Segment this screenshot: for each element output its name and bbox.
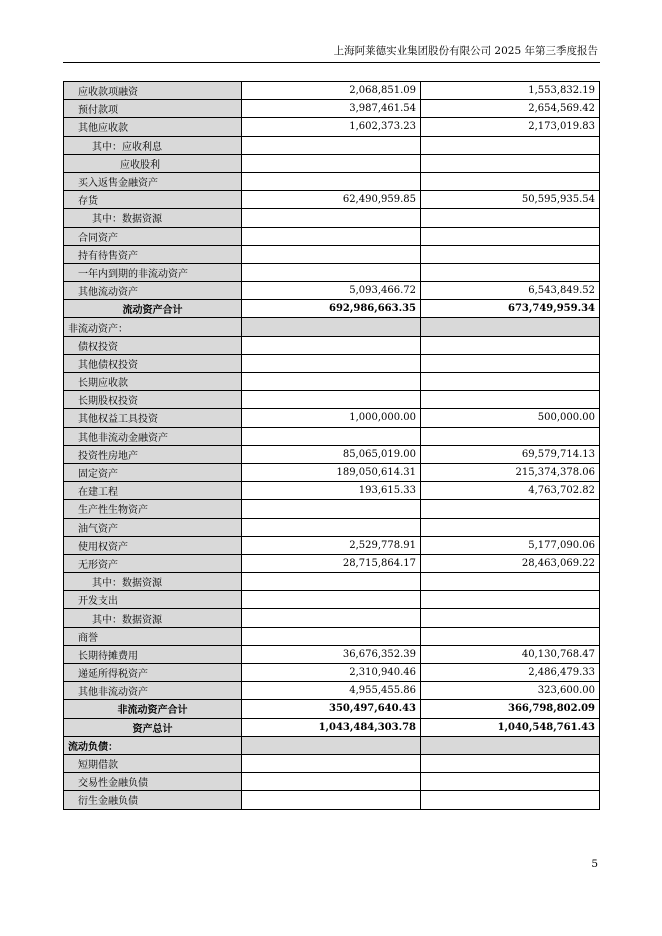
prior-period-value: [421, 573, 600, 591]
current-period-value: 2,310,940.46: [242, 664, 421, 682]
prior-period-value: [421, 209, 600, 227]
table-row: [64, 172, 600, 190]
table-row: [64, 318, 600, 336]
current-period-value: 2,529,778.91: [242, 536, 421, 554]
table-row: [64, 209, 600, 227]
row-label: 非流动资产：: [64, 318, 242, 336]
current-period-value: [242, 263, 421, 281]
current-period-value: [242, 373, 421, 391]
table-row: [64, 427, 600, 445]
prior-period-value: [421, 754, 600, 772]
row-label: 其他权益工具投资: [64, 409, 242, 427]
row-label: 在建工程: [64, 482, 242, 500]
current-period-value: [242, 427, 421, 445]
row-label: 其他应收款: [64, 118, 242, 136]
current-period-value: [242, 591, 421, 609]
current-period-value: [242, 227, 421, 245]
prior-period-value: 673,749,959.34: [421, 300, 600, 318]
table-row: [64, 463, 600, 481]
prior-period-value: [421, 791, 600, 809]
table-row: [64, 500, 600, 518]
current-period-value: [242, 136, 421, 154]
table-row: [64, 354, 600, 372]
row-label: 递延所得税资产: [64, 664, 242, 682]
table-row: [64, 391, 600, 409]
current-period-value: 350,497,640.43: [242, 700, 421, 718]
current-period-value: 3,987,461.54: [242, 100, 421, 118]
row-label: 其中：应收利息: [64, 136, 242, 154]
table-row: [64, 336, 600, 354]
table-row: [64, 609, 600, 627]
table-row: [64, 536, 600, 554]
current-period-value: [242, 500, 421, 518]
current-period-value: 1,000,000.00: [242, 409, 421, 427]
prior-period-value: [421, 172, 600, 190]
current-period-value: [242, 754, 421, 772]
table-row: [64, 573, 600, 591]
current-period-value: 189,050,614.31: [242, 463, 421, 481]
prior-period-value: [421, 773, 600, 791]
row-label: 应收股利: [64, 154, 242, 172]
table-row: [64, 227, 600, 245]
row-label: 存货: [64, 191, 242, 209]
row-label: 长期应收款: [64, 373, 242, 391]
table-row: [64, 627, 600, 645]
current-period-value: 36,676,352.39: [242, 645, 421, 663]
table-row: [64, 700, 600, 718]
current-period-value: [242, 773, 421, 791]
row-label: 应收款项融资: [64, 82, 242, 100]
prior-period-value: 28,463,069.22: [421, 554, 600, 572]
current-period-value: [242, 245, 421, 263]
prior-period-value: 2,173,019.83: [421, 118, 600, 136]
row-label: 衍生金融负债: [64, 791, 242, 809]
row-label: 预付款项: [64, 100, 242, 118]
row-label: 长期股权投资: [64, 391, 242, 409]
row-label: 其中：数据资源: [64, 573, 242, 591]
row-label: 非流动资产合计: [64, 700, 242, 718]
row-label: 短期借款: [64, 754, 242, 772]
prior-period-value: [421, 336, 600, 354]
table-row: [64, 773, 600, 791]
table-row: [64, 518, 600, 536]
row-label: 无形资产: [64, 554, 242, 572]
row-label: 其他流动资产: [64, 282, 242, 300]
table-row: [64, 263, 600, 281]
table-row: [64, 482, 600, 500]
current-period-value: [242, 318, 421, 336]
prior-period-value: 4,763,702.82: [421, 482, 600, 500]
prior-period-value: [421, 373, 600, 391]
prior-period-value: 2,486,479.33: [421, 664, 600, 682]
current-period-value: 1,043,484,303.78: [242, 718, 421, 736]
row-label: 交易性金融负债: [64, 773, 242, 791]
current-period-value: [242, 391, 421, 409]
row-label: 流动资产合计: [64, 300, 242, 318]
prior-period-value: [421, 500, 600, 518]
prior-period-value: 6,543,849.52: [421, 282, 600, 300]
row-label: 其中：数据资源: [64, 609, 242, 627]
current-period-value: [242, 609, 421, 627]
prior-period-value: 500,000.00: [421, 409, 600, 427]
row-label: 合同资产: [64, 227, 242, 245]
current-period-value: 2,068,851.09: [242, 82, 421, 100]
balance-sheet-table: [63, 81, 600, 810]
row-label: 其中：数据资源: [64, 209, 242, 227]
table-row: [64, 554, 600, 572]
current-period-value: [242, 354, 421, 372]
prior-period-value: [421, 354, 600, 372]
current-period-value: [242, 172, 421, 190]
table-row: [64, 645, 600, 663]
page-number: 5: [591, 858, 598, 870]
prior-period-value: [421, 227, 600, 245]
prior-period-value: 50,595,935.54: [421, 191, 600, 209]
prior-period-value: 40,130,768.47: [421, 645, 600, 663]
prior-period-value: [421, 136, 600, 154]
row-label: 使用权资产: [64, 536, 242, 554]
report-header: 上海阿莱德实业集团股份有限公司 2025 年第三季度报告: [333, 45, 598, 57]
row-label: 开发支出: [64, 591, 242, 609]
table-row: [64, 118, 600, 136]
current-period-value: [242, 518, 421, 536]
prior-period-value: 1,553,832.19: [421, 82, 600, 100]
prior-period-value: 2,654,569.42: [421, 100, 600, 118]
current-period-value: [242, 573, 421, 591]
table-row: [64, 136, 600, 154]
row-label: 其他债权投资: [64, 354, 242, 372]
prior-period-value: [421, 318, 600, 336]
row-label: 其他非流动金融资产: [64, 427, 242, 445]
current-period-value: 4,955,455.86: [242, 682, 421, 700]
table-row: [64, 664, 600, 682]
prior-period-value: [421, 391, 600, 409]
table-row: [64, 409, 600, 427]
row-label: 买入返售金融资产: [64, 172, 242, 190]
prior-period-value: 1,040,548,761.43: [421, 718, 600, 736]
table-row: [64, 754, 600, 772]
table-row: [64, 445, 600, 463]
current-period-value: 28,715,864.17: [242, 554, 421, 572]
current-period-value: 62,490,959.85: [242, 191, 421, 209]
table-row: [64, 100, 600, 118]
prior-period-value: 323,600.00: [421, 682, 600, 700]
table-row: [64, 682, 600, 700]
current-period-value: 193,615.33: [242, 482, 421, 500]
current-period-value: 85,065,019.00: [242, 445, 421, 463]
table-row: [64, 300, 600, 318]
table-row: [64, 736, 600, 754]
prior-period-value: 69,579,714.13: [421, 445, 600, 463]
table-row: [64, 373, 600, 391]
current-period-value: [242, 736, 421, 754]
table-row: [64, 154, 600, 172]
balance-sheet-body: [64, 82, 600, 810]
current-period-value: [242, 627, 421, 645]
current-period-value: [242, 209, 421, 227]
current-period-value: [242, 154, 421, 172]
current-period-value: 5,093,466.72: [242, 282, 421, 300]
row-label: 资产总计: [64, 718, 242, 736]
current-period-value: 692,986,663.35: [242, 300, 421, 318]
prior-period-value: [421, 518, 600, 536]
prior-period-value: [421, 427, 600, 445]
current-period-value: [242, 791, 421, 809]
prior-period-value: [421, 591, 600, 609]
row-label: 油气资产: [64, 518, 242, 536]
row-label: 固定资产: [64, 463, 242, 481]
current-period-value: 1,602,373.23: [242, 118, 421, 136]
table-row: [64, 191, 600, 209]
table-row: [64, 791, 600, 809]
row-label: 持有待售资产: [64, 245, 242, 263]
table-row: [64, 245, 600, 263]
prior-period-value: [421, 263, 600, 281]
row-label: 一年内到期的非流动资产: [64, 263, 242, 281]
row-label: 生产性生物资产: [64, 500, 242, 518]
prior-period-value: 215,374,378.06: [421, 463, 600, 481]
prior-period-value: [421, 154, 600, 172]
table-row: [64, 591, 600, 609]
prior-period-value: [421, 627, 600, 645]
header-rule: [63, 62, 600, 63]
prior-period-value: [421, 736, 600, 754]
current-period-value: [242, 336, 421, 354]
prior-period-value: 5,177,090.06: [421, 536, 600, 554]
row-label: 长期待摊费用: [64, 645, 242, 663]
row-label: 债权投资: [64, 336, 242, 354]
prior-period-value: 366,798,802.09: [421, 700, 600, 718]
row-label: 投资性房地产: [64, 445, 242, 463]
table-row: [64, 718, 600, 736]
table-row: [64, 82, 600, 100]
row-label: 其他非流动资产: [64, 682, 242, 700]
row-label: 商誉: [64, 627, 242, 645]
row-label: 流动负债：: [64, 736, 242, 754]
prior-period-value: [421, 245, 600, 263]
table-row: [64, 282, 600, 300]
prior-period-value: [421, 609, 600, 627]
